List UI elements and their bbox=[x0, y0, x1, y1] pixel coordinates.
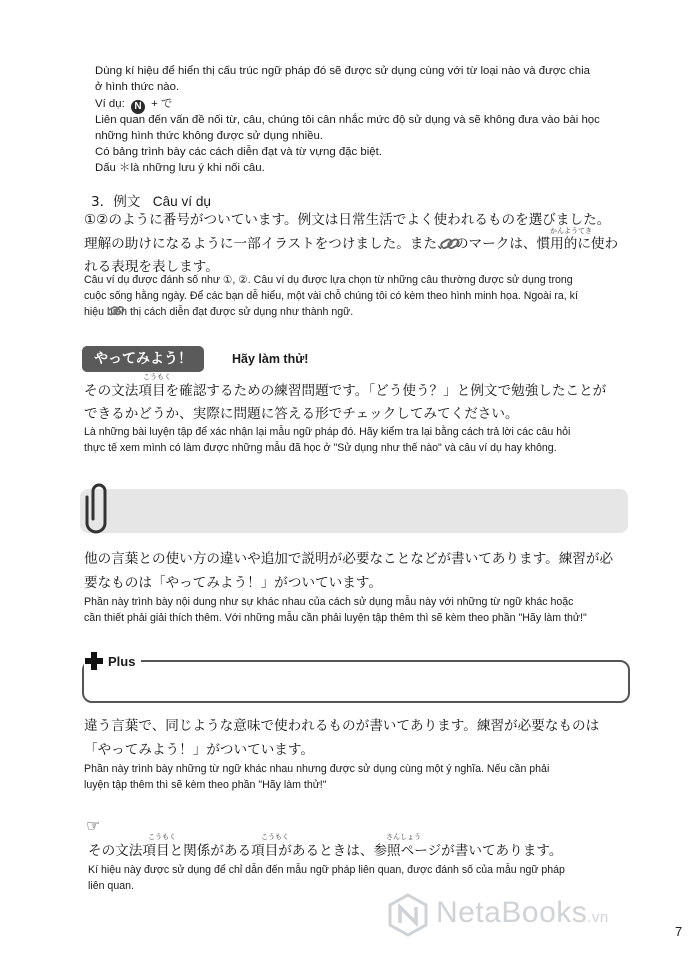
watermark-brand: NetaBooks bbox=[436, 896, 588, 929]
noun-symbol-icon: N bbox=[131, 100, 145, 114]
section3-vi-line-3: hiệu hiển thị cách diễn đạt được sử dụng như thành ngữ. bbox=[84, 306, 354, 318]
plus-label: Plus bbox=[108, 653, 136, 669]
yattemiyou-vi-line-2: thực tế xem mình có làm được những mẫu đã học ở "Sử dụng như thế nào" và câu ví dụ hay không. bbox=[84, 442, 557, 454]
section3-jp-line-1: ①②のように番号がついています。例文は日常生活でよく使われるものを選びました。 bbox=[84, 212, 611, 228]
section3-vi-line-2: cuộc sống hằng ngày. Để các bạn dễ hiểu, một vài chỗ chúng tôi có kèm theo hình minh họa. Ngoài ra, kí bbox=[84, 290, 578, 302]
intro-para2-line1: Liên quan đến vấn đề nối từ, câu, chúng tôi cân nhắc mức độ sử dụng và sẽ không đưa vào bài học bbox=[95, 114, 600, 126]
chain-link-icon bbox=[440, 236, 460, 252]
yattemiyou-badge: やってみよう！ bbox=[82, 346, 204, 372]
section3-vi-line-1: Câu ví dụ được đánh số như ①, ②. Câu ví dụ được lựa chọn từ những câu thường được sử dụng trong bbox=[84, 274, 573, 286]
clip-jp-line-2: 要なものは「やってみよう！」がついています。 bbox=[84, 575, 382, 591]
intro-line-2: ở hình thức nào. bbox=[95, 81, 180, 93]
plus-jp-line-2: 「やってみよう！」がついています。 bbox=[84, 742, 315, 758]
yattemiyou-jp-line-1: その文法項目を確認するための練習問題です。「どう使う？」と例文で勉強したことが bbox=[84, 383, 607, 399]
yattemiyou-vi-line-1: Là những bài luyện tập để xác nhận lại mẫu ngữ pháp đó. Hãy kiểm tra lại bằng cách trả lời các câu hỏi bbox=[84, 426, 571, 438]
yattemiyou-title: Hãy làm thử! bbox=[232, 352, 309, 366]
netabooks-logo-icon bbox=[386, 893, 430, 937]
section3-heading-vi: Câu ví dụ bbox=[152, 194, 211, 209]
plus-vi-line-2: luyện tập thêm thì sẽ kèm theo phần "Hãy làm thử!" bbox=[84, 779, 327, 791]
plus-icon bbox=[84, 651, 104, 671]
pointing-hand-icon: ☞ bbox=[86, 816, 101, 835]
watermark-text bbox=[436, 896, 609, 930]
section3-jp-line-3: れる表現を表します。 bbox=[84, 259, 219, 275]
page-number: 7 bbox=[675, 924, 683, 939]
plus-jp-line-1: 違う言葉で、同じような意味で使われるものが書いてあります。練習が必要なものは bbox=[84, 718, 600, 734]
clip-note-box bbox=[80, 489, 628, 533]
example-label: Ví dụ: bbox=[95, 98, 125, 110]
clip-jp-line-1: 他の言葉との使い方の違いや追加で説明が必要なことなどが書いてあります。練習が必 bbox=[84, 551, 614, 567]
plus-header bbox=[84, 649, 141, 673]
section3-heading bbox=[91, 190, 211, 210]
ruby-koumoku-1: こうもく bbox=[143, 373, 171, 381]
ruby-koumoku-2: こうもく bbox=[148, 833, 176, 841]
reference-vi-line-2: liên quan. bbox=[88, 880, 134, 892]
paperclip-icon bbox=[84, 479, 114, 535]
watermark-suffix: .vn bbox=[587, 909, 609, 926]
clip-vi-line-2: cần thiết phải giải thích thêm. Với những mẫu cần phải luyện tập thêm thì sẽ kèm theo phần "Hãy làm thử!" bbox=[84, 612, 587, 624]
section3-heading-jp: 3．例文 bbox=[91, 194, 141, 210]
intro-para2-line2: những hình thức không được sử dụng nhiều. bbox=[95, 130, 323, 142]
intro-line-1: Dùng kí hiệu để hiển thị cấu trúc ngữ pháp đó sẽ được sử dụng cùng với từ loại nào và được chia bbox=[95, 65, 590, 77]
section3-jp-line-2: 理解の助けになるように一部イラストをつけました。また、 のマークは、慣用的に使わ bbox=[84, 236, 619, 252]
ruby-kanyouteki: かんようてき bbox=[550, 227, 592, 235]
reference-vi-line-1: Kí hiệu này được sử dụng để chỉ dẫn đến mẫu ngữ pháp liên quan, được đánh số của mẫu ngữ pháp bbox=[88, 864, 565, 876]
plus-vi-line-1: Phần này trình bày những từ ngữ khác nhau nhưng được sử dụng cùng một ý nghĩa. Nếu cần phải bbox=[84, 763, 550, 775]
clip-vi-line-1: Phần này trình bày nội dung như sự khác nhau của cách sử dụng mẫu này với những từ ngữ khác hoặc bbox=[84, 596, 574, 608]
yattemiyou-jp-line-2: できるかどうか、実際に問題に答える形でチェックしてみてください。 bbox=[84, 406, 519, 422]
intro-para4: Dấu ＊là những lưu ý khi nối câu. bbox=[95, 162, 265, 174]
reference-jp-line: その文法項目と関係がある項目があるときは、参照ページが書いてあります。 bbox=[88, 843, 563, 859]
chain-link-icon-inline bbox=[107, 304, 125, 318]
intro-para3: Có bảng trình bày các cách diễn đạt và từ vựng đặc biệt. bbox=[95, 146, 382, 158]
ruby-sanshou: さんしょう bbox=[386, 833, 421, 841]
plus-note-box bbox=[82, 660, 630, 703]
ruby-koumoku-3: こうもく bbox=[261, 833, 289, 841]
example-rest: + で bbox=[151, 98, 173, 110]
